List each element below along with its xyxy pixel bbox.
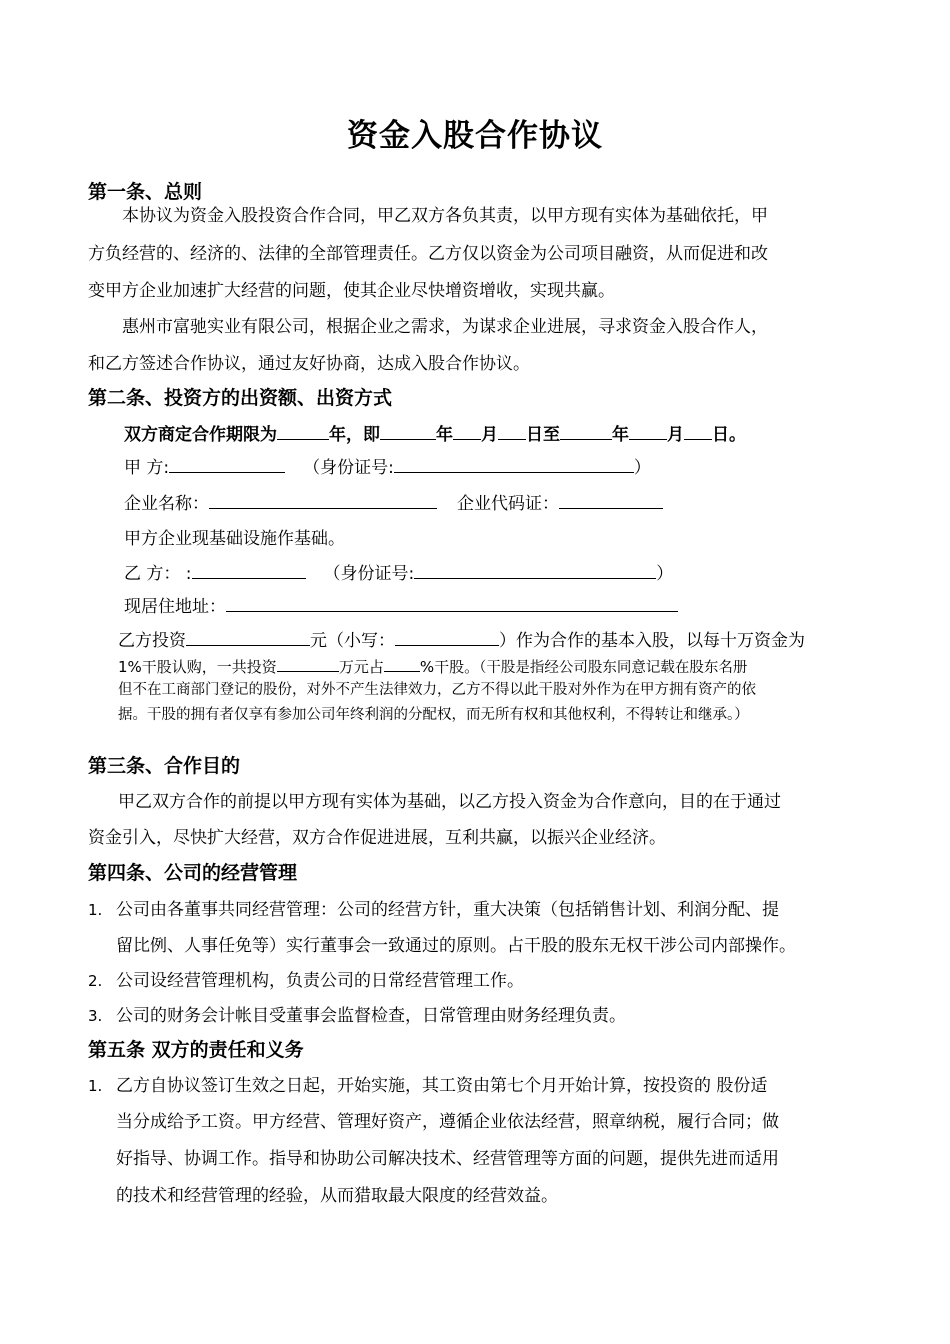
start-month-blank[interactable] — [453, 422, 481, 440]
paragraph-line: 方负经营的、经济的、法律的全部管理责任。乙方仅以资金为公司项目融资，从而促进和改 — [88, 244, 768, 264]
invest-percent-blank[interactable] — [384, 656, 420, 672]
term-years-blank[interactable] — [277, 422, 329, 440]
list-item-line: 公司设经营管理机构，负责公司的日常经营管理工作。 — [116, 971, 524, 991]
company-code-blank[interactable] — [559, 491, 663, 509]
paragraph-line: 变甲方企业加速扩大经营的问题，使其企业尽快增资增收，实现共赢。 — [88, 281, 615, 301]
invest-text: 1%干股认购，一共投资 — [118, 658, 277, 676]
list-number: 1. — [88, 1077, 103, 1095]
party-a-name-blank[interactable] — [169, 455, 285, 473]
party-a-id-close: ） — [633, 458, 651, 478]
invest-note-start: （干股是指经公司股东同意记载在股东名册 — [479, 660, 748, 676]
end-year-blank[interactable] — [560, 422, 612, 440]
address-line — [124, 594, 678, 620]
invest-line-2 — [118, 654, 747, 681]
section-4-heading: 第四条、公司的经营管理 — [88, 862, 298, 884]
company-name-blank[interactable] — [209, 491, 437, 509]
invest-text: ）作为合作的基本入股，以每十万资金为 — [499, 631, 805, 651]
invest-text: 乙方投资 — [118, 631, 186, 651]
list-number: 2. — [88, 972, 103, 990]
paragraph-line: 资金引入，尽快扩大经营，双方合作促进进展，互利共赢，以振兴企业经济。 — [88, 828, 666, 848]
party-a-line — [124, 455, 651, 481]
list-item-line: 公司的财务会计帐目受董事会监督检查，日常管理由财务经理负责。 — [116, 1006, 626, 1026]
basis-line: 甲方企业现基础设施作基础。 — [124, 529, 345, 549]
document-title: 资金入股合作协议 — [347, 118, 603, 154]
section-2-heading: 第二条、投资方的出资额、出资方式 — [88, 387, 393, 409]
term-text: 年 — [612, 425, 629, 445]
end-month-blank[interactable] — [629, 422, 667, 440]
address-label: 现居住地址： — [124, 597, 226, 617]
list-item-line: 好指导、协调工作。指导和协助公司解决技术、经营管理等方面的问题，提供先进而适用 — [116, 1149, 779, 1169]
invest-amount-blank[interactable] — [186, 628, 310, 646]
party-b-name-blank[interactable] — [192, 561, 306, 579]
note-line: 据。干股的拥有者仅享有参加公司年终利润的分配权，而无所有权和其他权利，不得转让和继承。） — [118, 707, 749, 723]
invest-text: 万元占 — [338, 658, 384, 676]
section-3-heading: 第三条、合作目的 — [88, 755, 241, 777]
party-a-id-label: （身份证号: — [303, 458, 394, 478]
list-item-line: 留比例、人事任免等）实行董事会一致通过的原则。占干股的股东无权干涉公司内部操作。 — [116, 936, 796, 956]
term-line — [124, 422, 746, 448]
invest-amount-number-blank[interactable] — [395, 628, 499, 646]
party-b-id-blank[interactable] — [414, 561, 656, 579]
company-code-label: 企业代码证： — [457, 494, 559, 514]
party-b-id-label: （身份证号: — [323, 564, 415, 584]
term-text: 年，即 — [329, 425, 380, 445]
term-text: 年 — [436, 425, 453, 445]
company-name-label: 企业名称： — [124, 494, 209, 514]
end-day-blank[interactable] — [684, 422, 712, 440]
section-5-heading: 第五条 双方的责任和义务 — [88, 1039, 304, 1061]
list-item-line: 公司由各董事共同经营管理：公司的经营方针，重大决策（包括销售计划、利润分配、提 — [116, 900, 779, 920]
section-1-heading: 第一条、总则 — [88, 181, 203, 203]
invest-text: %干股。 — [419, 658, 480, 676]
term-text: 日至 — [526, 425, 560, 445]
party-a-label: 甲 方: — [124, 458, 170, 478]
term-text: 日。 — [712, 425, 746, 445]
invest-wan-blank[interactable] — [277, 656, 339, 672]
term-text: 月 — [667, 425, 684, 445]
paragraph-line: 甲乙双方合作的前提以甲方现有实体为基础，以乙方投入资金为合作意向，目的在于通过 — [118, 792, 781, 812]
invest-text: 元（小写： — [310, 631, 395, 651]
term-text: 月 — [481, 425, 498, 445]
start-year-blank[interactable] — [380, 422, 436, 440]
list-item-line: 的技术和经营管理的经验，从而猎取最大限度的经营效益。 — [116, 1186, 558, 1206]
paragraph-line: 和乙方签述合作协议，通过友好协商，达成入股合作协议。 — [88, 354, 530, 374]
term-text: 双方商定合作期限为 — [124, 425, 277, 445]
note-line: 但不在工商部门登记的股份，对外不产生法律效力，乙方不得以此干股对外作为在甲方拥有资产的依 — [118, 682, 756, 698]
invest-line-1 — [118, 628, 805, 654]
company-line — [124, 491, 663, 517]
paragraph-line: 本协议为资金入股投资合作合同，甲乙双方各负其责，以甲方现有实体为基础依托，甲 — [122, 206, 768, 226]
list-item-line: 当分成给予工资。甲方经营、管理好资产，遵循企业依法经营，照章纳税，履行合同；做 — [116, 1112, 779, 1132]
party-b-id-close: ） — [656, 564, 674, 584]
party-b-label: 乙 方： : — [124, 564, 192, 584]
list-number: 3. — [88, 1007, 103, 1025]
paragraph-line: 惠州市富驰实业有限公司，根据企业之需求，为谋求企业进展，寻求资金入股合作人， — [122, 317, 768, 337]
start-day-blank[interactable] — [498, 422, 526, 440]
address-blank[interactable] — [226, 594, 678, 612]
party-b-line — [124, 561, 673, 587]
party-a-id-blank[interactable] — [394, 455, 634, 473]
list-number: 1. — [88, 901, 103, 919]
list-item-line: 乙方自协议签订生效之日起，开始实施，其工资由第七个月开始计算，按投资的 股份适 — [116, 1076, 768, 1096]
